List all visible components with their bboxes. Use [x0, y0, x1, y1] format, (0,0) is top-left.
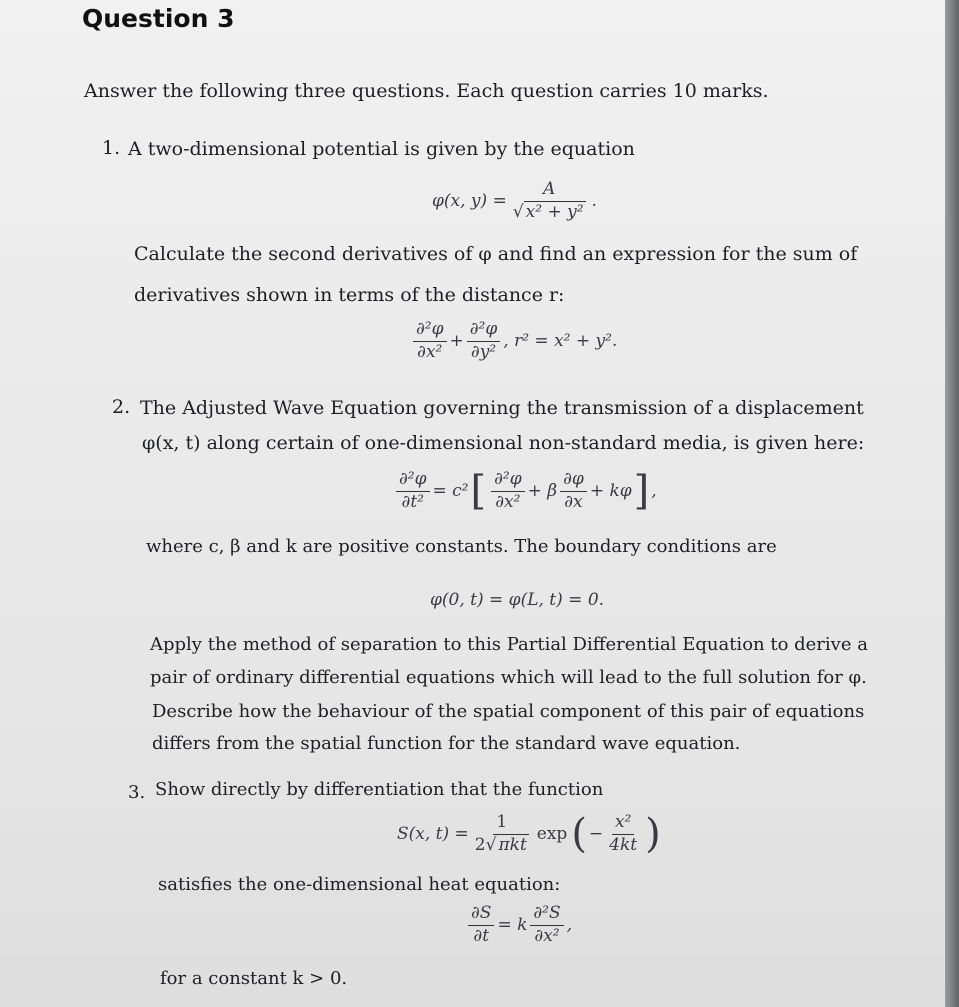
wave-mid: = c²	[432, 481, 469, 502]
q2-line2: φ(x, t) along certain of one-dimensional non-standard media, is given here:	[142, 432, 865, 454]
wave-beta: + β	[527, 481, 558, 502]
q2-para-line4: differs from the spatial function for the standard wave equation.	[152, 733, 741, 754]
wave-den3: ∂x	[564, 491, 583, 512]
q3-line3: for a constant k > 0.	[160, 968, 348, 989]
q3-function-equation	[397, 811, 663, 858]
heat-end: ,	[566, 915, 573, 936]
q2-para-line1: Apply the method of separation to this Partial Differential Equation to derive a	[150, 634, 868, 655]
monitor-edge	[945, 0, 959, 1007]
intro-text: Answer the following three questions. Each question carries 10 marks.	[84, 80, 769, 102]
heat-num2: ∂²S	[530, 904, 563, 926]
wave-left-bracket: [	[470, 468, 487, 515]
s-exp: exp	[536, 824, 568, 845]
q1-text: A two-dimensional potential is given by the equation	[128, 138, 635, 160]
q2-boundary-conditions: φ(0, t) = φ(L, t) = 0.	[430, 590, 605, 610]
q2-where: where c, β and k are positive constants. The boundary conditions are	[146, 536, 777, 557]
s-exp-den: 4kt	[609, 834, 638, 855]
q1-line2: Calculate the second derivatives of φ and find an expression for the sum of	[134, 243, 858, 265]
eq1-root-sign: √	[512, 201, 524, 222]
wave-end: ,	[651, 481, 657, 502]
wave-num3: ∂φ	[560, 470, 587, 492]
eq1-denominator: x² + y²	[525, 201, 584, 222]
eq1-end: .	[591, 191, 597, 212]
heat-den2: ∂x²	[534, 925, 560, 946]
wave-num1: ∂²φ	[396, 470, 430, 492]
s-lhs: S(x, t) =	[397, 824, 469, 845]
question-title: Question 3	[82, 4, 235, 33]
wave-den2: ∂x²	[495, 491, 521, 512]
eq2-den1: ∂x²	[417, 341, 443, 362]
q3-line1: Show directly by differentiation that the function	[155, 779, 604, 800]
q2-wave-equation	[393, 468, 657, 515]
heat-den1: ∂t	[473, 925, 490, 946]
q3-line2: satisfies the one-dimensional heat equation:	[158, 874, 561, 895]
wave-den1: ∂t²	[401, 491, 424, 512]
q1-equation-potential	[432, 180, 597, 222]
q2-para-line3: Describe how the behaviour of the spatial component of this pair of equations	[152, 701, 865, 722]
eq2-num1: ∂²φ	[413, 320, 447, 342]
q3-heat-equation	[465, 904, 572, 946]
s-den-prefix: 2	[474, 834, 486, 855]
heat-mid: = k	[497, 915, 528, 936]
s-right-paren: )	[645, 811, 661, 858]
wave-right-bracket: ]	[633, 468, 650, 515]
eq2-plus: +	[449, 331, 464, 352]
eq1-numerator: A	[540, 180, 558, 202]
q2-number: 2.	[112, 396, 131, 418]
eq2-rest: , r² = x² + y².	[503, 331, 618, 352]
wave-num2: ∂²φ	[491, 470, 525, 492]
q3-number: 3.	[128, 782, 146, 803]
s-root-sign: √	[485, 834, 497, 855]
wave-k-term: + kφ	[589, 481, 632, 502]
s-exp-num: x²	[612, 813, 634, 835]
eq2-den2: ∂y²	[470, 341, 497, 362]
s-left-paren: (	[571, 811, 587, 858]
q1-line3: derivatives shown in terms of the distance r:	[134, 284, 565, 306]
q2-para-line2: pair of ordinary differential equations which will lead to the full solution for φ.	[150, 667, 867, 688]
s-denominator: πkt	[498, 834, 527, 855]
eq2-num2: ∂²φ	[467, 320, 501, 342]
eq1-lhs: φ(x, y) =	[432, 191, 507, 212]
q2-line1: The Adjusted Wave Equation governing the transmission of a displacement	[140, 397, 864, 419]
q1-number: 1.	[102, 137, 121, 159]
heat-num1: ∂S	[468, 904, 494, 926]
s-minus: −	[588, 824, 604, 845]
s-numerator: 1	[493, 813, 510, 835]
q1-equation-sum	[410, 320, 617, 362]
